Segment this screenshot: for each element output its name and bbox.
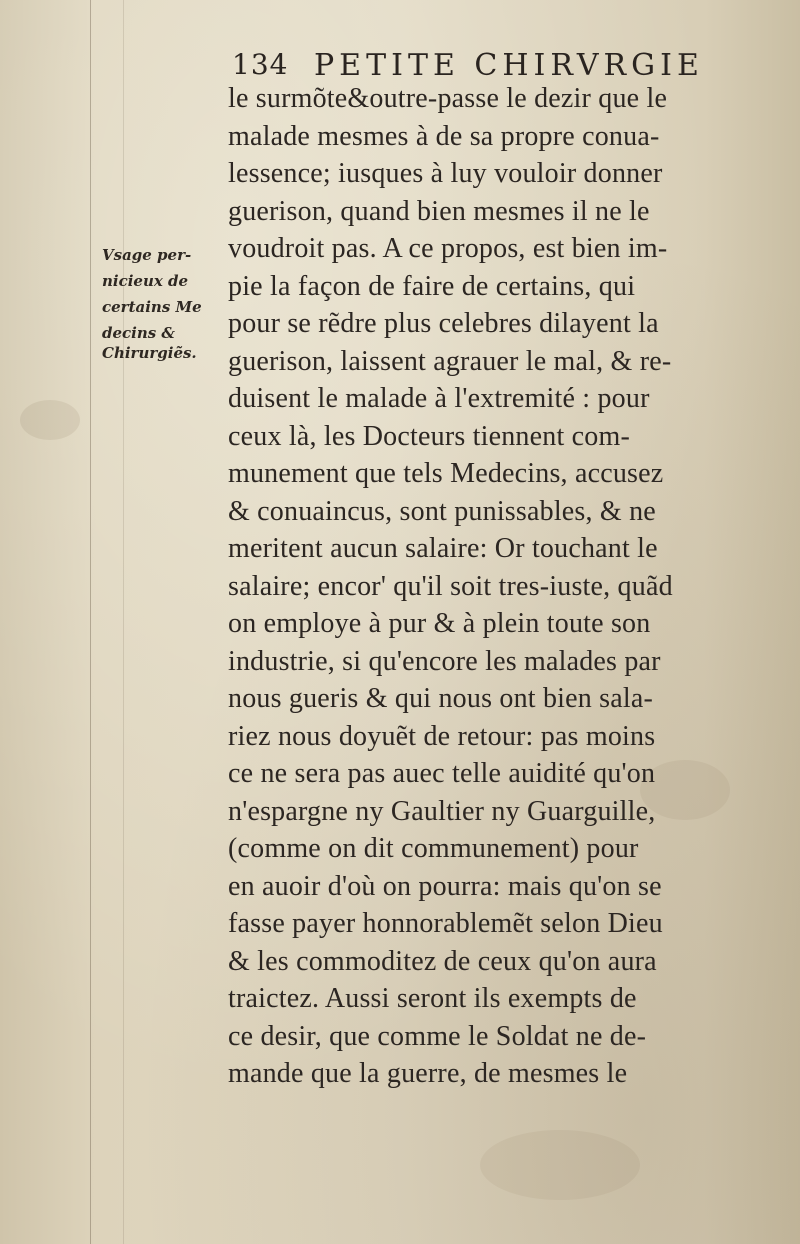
text-line: riez nous doyuẽt de retour: pas moins	[228, 720, 656, 752]
running-title: PETITE CHIRVRGIE	[314, 48, 704, 83]
text-line: & conuaincus, sont punissables, & ne	[228, 495, 656, 527]
text-line: le surmõte&outre-passe le dezir que le	[228, 83, 668, 114]
text-line: ce ne sera pas auec telle auidité qu'on	[228, 758, 656, 789]
text-line: traictez. Aussi seront ils exempts de	[228, 983, 637, 1014]
text-line: salaire; encor' qu'il soit tres-iuste, quãd	[228, 570, 673, 602]
text-line: lessence; iusques à luy vouloir donner	[228, 158, 663, 189]
body-text	[228, 80, 758, 1093]
margin-note	[102, 244, 232, 364]
text-line: malade mesmes à de sa propre conua-	[228, 120, 660, 152]
text-line: guerison, quand bien mesmes il ne le	[228, 195, 650, 227]
margin-note-line: nicieux de	[102, 272, 189, 290]
margin-note-line: Chirurgiẽs.	[102, 344, 197, 362]
text-line: voudroit pas. A ce propos, est bien im-	[228, 233, 668, 264]
margin-note-line: certains Me	[102, 298, 202, 316]
page-fold-line	[90, 0, 91, 1244]
text-line: pie la façon de faire de certains, qui	[228, 270, 636, 302]
paper-stain	[480, 1130, 640, 1200]
text-line: industrie, si qu'encore les malades par	[228, 645, 661, 677]
text-line: en auoir d'où on pourra: mais qu'on se	[228, 870, 662, 902]
text-line: nous gueris & qui nous ont bien sala-	[228, 683, 654, 714]
text-line: mande que la guerre, de mesmes le	[228, 1058, 628, 1089]
margin-note-line: Vsage per-	[102, 246, 192, 264]
text-line: on employe à pur & à plein toute son	[228, 608, 651, 639]
text-line: ce desir, que comme le Soldat ne de-	[228, 1020, 647, 1052]
paper-stain	[20, 400, 80, 440]
text-line: meritent aucun salaire: Or touchant le	[228, 533, 658, 564]
text-line: n'espargne ny Gaultier ny Guarguille,	[228, 795, 656, 827]
text-line: & les commoditez de ceux qu'on aura	[228, 945, 657, 977]
text-line: duisent le malade à l'extremité : pour	[228, 383, 650, 414]
text-line: ceux là, les Docteurs tiennent com-	[228, 420, 630, 452]
text-line: guerison, laissent agrauer le mal, & re-	[228, 345, 672, 377]
text-line: fasse payer honnorablemẽt selon Dieu	[228, 908, 663, 939]
text-line: pour se rẽdre plus celebres dilayent la	[228, 308, 659, 339]
text-line: munement que tels Medecins, accusez	[228, 458, 664, 489]
text-line: (comme on dit communement) pour	[228, 833, 639, 864]
margin-note-line: decins &	[102, 324, 175, 342]
page-crease-line	[123, 0, 124, 1244]
page-number: 134	[232, 48, 289, 81]
